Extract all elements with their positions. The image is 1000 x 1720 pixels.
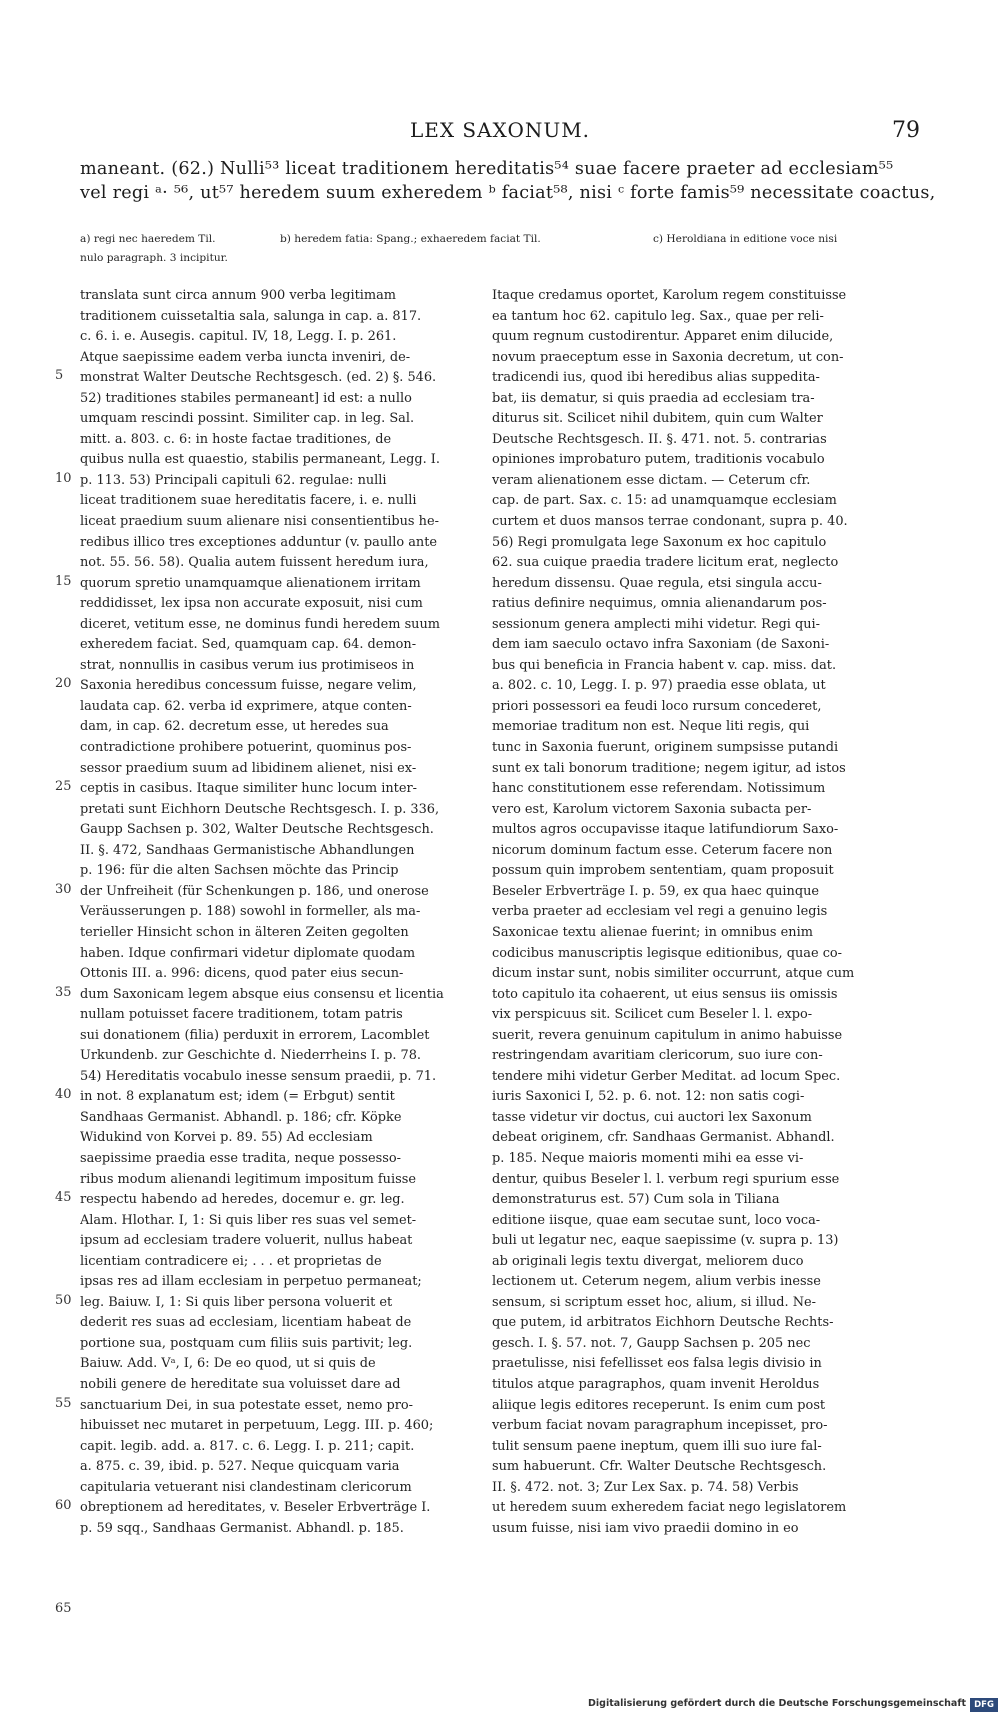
line-number: 50 bbox=[55, 1292, 72, 1308]
commentary-line: hanc constitutionem esse referendam. Notissimum bbox=[492, 781, 826, 797]
commentary-line: tradicendi ius, quod ibi heredibus alias suppedita- bbox=[492, 370, 820, 386]
apparatus-note-c: c) Heroldiana in editione voce nisi bbox=[653, 233, 838, 245]
commentary-line: traditionem cuissetaltia sala, salunga in cap. a. 817. bbox=[80, 308, 422, 324]
commentary-line: contradictione prohibere potuerint, quominus pos- bbox=[80, 740, 412, 756]
line-number: 30 bbox=[55, 881, 72, 897]
apparatus-note-b: b) heredem fatia: Spang.; exhaeredem faciat Til. bbox=[280, 233, 541, 245]
commentary-line: sensum, si scriptum esset hoc, alium, si illud. Ne- bbox=[492, 1294, 817, 1310]
commentary-line: ea tantum hoc 62. capitulo leg. Sax., quae per reli- bbox=[492, 308, 824, 324]
commentary-line: verba praeter ad ecclesiam vel regi a genuino legis bbox=[492, 904, 828, 920]
commentary-line: obreptionem ad hereditates, v. Beseler Erbverträge I. bbox=[80, 1500, 431, 1516]
commentary-line: Veräusserungen p. 188) sowohl in formeller, als ma- bbox=[80, 904, 421, 920]
commentary-line: toto capitulo ita cohaerent, ut eius sensus iis omissis bbox=[492, 986, 838, 1002]
commentary-line: ab originali legis textu divergat, meliorem duco bbox=[492, 1253, 804, 1269]
commentary-line: possum quin improbem sententiam, quam proposuit bbox=[492, 863, 834, 879]
commentary-line: Baiuw. Add. Vᵃ, I, 6: De eo quod, ut si quis de bbox=[80, 1356, 376, 1372]
commentary-line: Atque saepissime eadem verba iuncta inveniri, de- bbox=[80, 349, 411, 365]
commentary-line: sanctuarium Dei, in sua potestate esset, nemo pro- bbox=[80, 1397, 414, 1413]
commentary-line: que putem, id arbitratos Eichhorn Deutsche Rechts- bbox=[492, 1315, 834, 1331]
commentary-line: multos agros occupavisse itaque latifundiorum Saxo- bbox=[492, 822, 839, 838]
commentary-line: sum habuerunt. Cfr. Walter Deutsche Rechtsgesch. bbox=[492, 1459, 827, 1475]
line-number: 45 bbox=[55, 1190, 72, 1206]
commentary-line: p. 196: für die alten Sachsen möchte das Princip bbox=[80, 863, 399, 879]
page-header bbox=[80, 118, 920, 148]
commentary-line: p. 59 sqq., Sandhaas Germanist. Abhandl. p. 185. bbox=[80, 1520, 404, 1536]
commentary-line: dicum instar sunt, nobis similiter occurrunt, atque cum bbox=[492, 966, 855, 982]
commentary-line: codicibus manuscriptis legisque editionibus, quae co- bbox=[492, 945, 843, 961]
commentary-line: a. 875. c. 39, ibid. p. 527. Neque quicquam varia bbox=[80, 1459, 400, 1475]
commentary-left-column bbox=[80, 286, 510, 1539]
commentary-line: lectionem ut. Ceterum negem, alium verbis inesse bbox=[492, 1274, 821, 1290]
commentary-line: nobili genere de hereditate sua voluisset dare ad bbox=[80, 1376, 401, 1392]
commentary-line: vix perspicuus sit. Scilicet cum Beseler l. l. expo- bbox=[492, 1007, 813, 1023]
commentary-line: capitularia vetuerant nisi clandestinam clericorum bbox=[80, 1479, 412, 1495]
commentary-line: not. 55. 56. 58). Qualia autem fuissent heredum iura, bbox=[80, 555, 429, 571]
commentary-line: pretati sunt Eichhorn Deutsche Rechtsgesch. I. p. 336, bbox=[80, 801, 440, 817]
commentary-line: Widukind von Korvei p. 89. 55) Ad ecclesiam bbox=[80, 1130, 373, 1146]
commentary-line: saepissime praedia esse tradita, neque possesso- bbox=[80, 1150, 401, 1166]
line-number: 10 bbox=[55, 470, 72, 486]
commentary-line: der Unfreiheit (für Schenkungen p. 186, und onerose bbox=[80, 883, 429, 899]
commentary-line: dederit res suas ad ecclesiam, licentiam habeat de bbox=[80, 1315, 412, 1331]
line-number: 40 bbox=[55, 1087, 72, 1103]
commentary-line: Beseler Erbverträge I. p. 59, ex qua haec quinque bbox=[492, 883, 820, 899]
commentary-line: dum Saxonicam legem absque eius consensu et licentia bbox=[80, 986, 444, 1002]
commentary-line: 62. sua cuique praedia tradere licitum erat, neglecto bbox=[492, 555, 839, 571]
commentary-line: tulit sensum paene ineptum, quem illi suo iure fal- bbox=[492, 1438, 822, 1454]
commentary-line: sessor praedium suum ad libidinem alienet, nisi ex- bbox=[80, 760, 417, 776]
commentary-line: usum fuisse, nisi iam vivo praedii domino in eo bbox=[492, 1520, 799, 1536]
commentary-line: nicorum dominum factum esse. Ceterum facere non bbox=[492, 842, 833, 858]
apparatus-note-a: a) regi nec haeredem Til. bbox=[80, 233, 216, 245]
commentary-line: 54) Hereditatis vocabulo inesse sensum praedii, p. 71. bbox=[80, 1068, 437, 1084]
commentary-line: ribus modum alienandi legitimum impositum fuisse bbox=[80, 1171, 416, 1187]
page-number: 79 bbox=[892, 118, 920, 143]
commentary-line: iuris Saxonici I, 52. p. 6. not. 12: non satis cogi- bbox=[492, 1089, 805, 1105]
commentary-line: redibus illico tres exceptiones adduntur (v. paullo ante bbox=[80, 534, 438, 550]
commentary-line: opiniones improbaturo putem, traditionis vocabulo bbox=[492, 452, 825, 468]
line-number: 5 bbox=[55, 368, 64, 384]
commentary-line: monstrat Walter Deutsche Rechtsgesch. (ed. 2) §. 546. bbox=[80, 370, 437, 386]
commentary-line: diceret, vetitum esse, ne dominus fundi heredem suum bbox=[80, 616, 441, 632]
commentary-line: liceat praedium suum alienare nisi consentientibus he- bbox=[80, 514, 439, 530]
law-text-line: maneant. (62.) Nulli⁵³ liceat traditionem hereditatis⁵⁴ suae facere praeter ad ecclesiam⁵⁵ bbox=[80, 159, 894, 179]
commentary-line: in not. 8 explanatum est; idem (= Erbgut) sentit bbox=[80, 1089, 395, 1105]
apparatus-notes bbox=[80, 230, 923, 268]
law-text-line: vel regi ᵃ· ⁵⁶, ut⁵⁷ heredem suum exheredem ᵇ faciat⁵⁸, nisi ᶜ forte famis⁵⁹ necessitate coactus, bbox=[80, 183, 936, 203]
commentary-line: editione iisque, quae eam secutae sunt, loco voca- bbox=[492, 1212, 821, 1228]
commentary-line: gesch. I. §. 57. not. 7, Gaupp Sachsen p. 205 nec bbox=[492, 1335, 811, 1351]
commentary-line: ut heredem suum exheredem faciat nego legislatorem bbox=[492, 1500, 847, 1516]
line-number: 65 bbox=[55, 1601, 72, 1617]
commentary-line: demonstraturus est. 57) Cum sola in Tiliana bbox=[492, 1192, 780, 1208]
commentary-line: memoriae traditum non est. Neque liti regis, qui bbox=[492, 719, 810, 735]
commentary-line: tunc in Saxonia fuerunt, originem sumpsisse putandi bbox=[492, 740, 839, 756]
commentary-line: quorum spretio unamquamque alienationem irritam bbox=[80, 575, 421, 591]
commentary-line: sunt ex tali bonorum traditione; negem igitur, ad istos bbox=[492, 760, 846, 776]
commentary-line: ratius definire nequimus, omnia alienandarum pos- bbox=[492, 596, 827, 612]
commentary-line: heredum dissensu. Quae regula, etsi singula accu- bbox=[492, 575, 822, 591]
commentary-line: diturus sit. Scilicet nihil dubitem, quin cum Walter bbox=[492, 411, 823, 427]
commentary-line: bat, iis dematur, si quis praedia ad ecclesiam tra- bbox=[492, 390, 815, 406]
commentary-line: debeat originem, cfr. Sandhaas Germanist. Abhandl. bbox=[492, 1130, 835, 1146]
commentary-line: quum regnum custodirentur. Apparet enim dilucide, bbox=[492, 329, 834, 345]
commentary-line: portione sua, postquam cum filiis suis partivit; leg. bbox=[80, 1335, 413, 1351]
commentary-line: dam, in cap. 62. decretum esse, ut heredes sua bbox=[80, 719, 389, 735]
commentary-line: Saxonia heredibus concessum fuisse, negare velim, bbox=[80, 678, 417, 694]
page-footer bbox=[560, 1698, 998, 1714]
commentary-line: vero est, Karolum victorem Saxonia subacta per- bbox=[492, 801, 812, 817]
commentary-line: tasse videtur vir doctus, cui auctori lex Saxonum bbox=[492, 1109, 812, 1125]
commentary-line: verbum faciat novam paragraphum incepisset, pro- bbox=[492, 1418, 828, 1434]
commentary-line: dentur, quibus Beseler l. l. verbum regi spurium esse bbox=[492, 1171, 840, 1187]
line-number: 20 bbox=[55, 676, 72, 692]
commentary-line: 52) traditiones stabiles permaneant] id est: a nullo bbox=[80, 390, 412, 406]
line-number: 55 bbox=[55, 1395, 72, 1411]
commentary-line: respectu habendo ad heredes, docemur e. gr. leg. bbox=[80, 1192, 405, 1208]
commentary-line: nullam potuisset facere traditionem, totam patris bbox=[80, 1007, 403, 1023]
line-number: 60 bbox=[55, 1498, 72, 1514]
commentary-line: capit. legib. add. a. 817. c. 6. Legg. I. p. 211; capit. bbox=[80, 1438, 415, 1454]
commentary-line: bus qui beneficia in Francia habent v. cap. miss. dat. bbox=[492, 657, 837, 673]
commentary-line: restringendam avaritiam clericorum, suo iure con- bbox=[492, 1048, 823, 1064]
commentary-line: curtem et duos mansos terrae condonant, supra p. 40. bbox=[492, 514, 848, 530]
commentary-line: a. 802. c. 10, Legg. I. p. 97) praedia esse oblata, ut bbox=[492, 678, 826, 694]
commentary-line: veram alienationem esse dictam. — Ceterum cfr. bbox=[492, 472, 811, 488]
commentary-line: quibus nulla est quaestio, stabilis permaneant, Legg. I. bbox=[80, 452, 440, 468]
commentary-line: Sandhaas Germanist. Abhandl. p. 186; cfr. Köpke bbox=[80, 1109, 402, 1125]
law-text bbox=[80, 157, 936, 205]
commentary-line: priori possessori ea feudi loco rursum concederet, bbox=[492, 698, 822, 714]
commentary-line: licentiam contradicere ei; . . . et proprietas de bbox=[80, 1253, 382, 1269]
commentary-line: p. 185. Neque maioris momenti mihi ea esse vi- bbox=[492, 1150, 804, 1166]
commentary-line: ipsum ad ecclesiam tradere voluerit, nullus habeat bbox=[80, 1233, 413, 1249]
commentary-line: laudata cap. 62. verba id exprimere, atque conten- bbox=[80, 698, 412, 714]
commentary-line: reddidisset, lex ipsa non accurate exposuit, nisi cum bbox=[80, 596, 423, 612]
commentary-line: Saxonicae textu alienae fuerint; in omnibus enim bbox=[492, 924, 813, 940]
commentary-line: exheredem faciat. Sed, quamquam cap. 64. demon- bbox=[80, 637, 417, 653]
line-number: 25 bbox=[55, 779, 72, 795]
commentary-line: dem iam saeculo octavo infra Saxoniam (de Saxoni- bbox=[492, 637, 830, 653]
commentary-line: Gaupp Sachsen p. 302, Walter Deutsche Rechtsgesch. bbox=[80, 822, 434, 838]
commentary-line: praetulisse, nisi fefellisset eos falsa legis divisio in bbox=[492, 1356, 822, 1372]
commentary-line: sui donationem (filia) perduxit in errorem, Lacomblet bbox=[80, 1027, 430, 1043]
commentary-line: titulos atque paragraphos, quam invenit Heroldus bbox=[492, 1376, 820, 1392]
apparatus-note-c-continued: nulo paragraph. 3 incipitur. bbox=[80, 252, 228, 264]
commentary-line: mitt. a. 803. c. 6: in hoste factae traditiones, de bbox=[80, 431, 392, 447]
commentary-line: translata sunt circa annum 900 verba legitimam bbox=[80, 288, 397, 303]
commentary-line: Ottonis III. a. 996: dicens, quod pater eius secun- bbox=[80, 966, 404, 982]
commentary-line: leg. Baiuw. I, 1: Si quis liber persona voluerit et bbox=[80, 1294, 393, 1310]
commentary-line: strat, nonnullis in casibus verum ius protimiseos in bbox=[80, 657, 415, 673]
commentary-line: umquam rescindi possint. Similiter cap. in leg. Sal. bbox=[80, 411, 415, 427]
commentary-line: sessionum genera amplecti mihi videtur. Regi qui- bbox=[492, 616, 820, 632]
digitization-credit: Digitalisierung gefördert durch die Deutsche Forschungsgemeinschaft bbox=[588, 1698, 966, 1709]
commentary-line: c. 6. i. e. Ausegis. capitul. IV, 18, Legg. I. p. 261. bbox=[80, 329, 397, 345]
commentary-line: ipsas res ad illam ecclesiam in perpetuo permaneat; bbox=[80, 1274, 422, 1290]
commentary-line: aliique legis editores receperunt. Is enim cum post bbox=[492, 1397, 826, 1413]
commentary-line: 56) Regi promulgata lege Saxonum ex hoc capitulo bbox=[492, 534, 827, 550]
commentary-line: Alam. Hlothar. I, 1: Si quis liber res suas vel semet- bbox=[80, 1212, 417, 1228]
commentary-line: haben. Idque confirmari videtur diplomate quodam bbox=[80, 945, 416, 961]
commentary-line: p. 113. 53) Principali capituli 62. regulae: nulli bbox=[80, 472, 387, 488]
commentary-line: Deutsche Rechtsgesch. II. §. 471. not. 5. contrarias bbox=[492, 431, 827, 447]
line-number: 35 bbox=[55, 984, 72, 1000]
commentary-line: liceat traditionem suae hereditatis facere, i. e. nulli bbox=[80, 493, 417, 509]
commentary-line: hibuisset nec mutaret in perpetuum, Legg. III. p. 460; bbox=[80, 1418, 434, 1434]
line-number: 15 bbox=[55, 573, 72, 589]
running-title: LEX SAXONUM. bbox=[409, 118, 591, 142]
commentary-line: ceptis in casibus. Itaque similiter hunc locum inter- bbox=[80, 781, 417, 797]
commentary-line: suerit, revera genuinum capitulum in animo habuisse bbox=[492, 1027, 843, 1043]
commentary-line: terieller Hinsicht schon in älteren Zeiten gegolten bbox=[80, 924, 409, 940]
dfg-logo: DFG bbox=[970, 1698, 998, 1712]
commentary-line: Urkundenb. zur Geschichte d. Niederrheins I. p. 78. bbox=[80, 1048, 422, 1064]
commentary-line: Itaque credamus oportet, Karolum regem constituisse bbox=[492, 288, 847, 303]
commentary-line: novum praeceptum esse in Saxonia decretum, ut con- bbox=[492, 349, 844, 365]
commentary-line: II. §. 472, Sandhaas Germanistische Abhandlungen bbox=[80, 842, 415, 858]
commentary-line: cap. de part. Sax. c. 15: ad unamquamque ecclesiam bbox=[492, 493, 837, 509]
commentary-line: buli ut legatur nec, eaque saepissime (v. supra p. 13) bbox=[492, 1233, 839, 1249]
commentary-line: tendere mihi videtur Gerber Meditat. ad locum Spec. bbox=[492, 1068, 841, 1084]
commentary-right-column bbox=[492, 286, 922, 1539]
commentary-line: II. §. 472. not. 3; Zur Lex Sax. p. 74. 58) Verbis bbox=[492, 1479, 799, 1495]
